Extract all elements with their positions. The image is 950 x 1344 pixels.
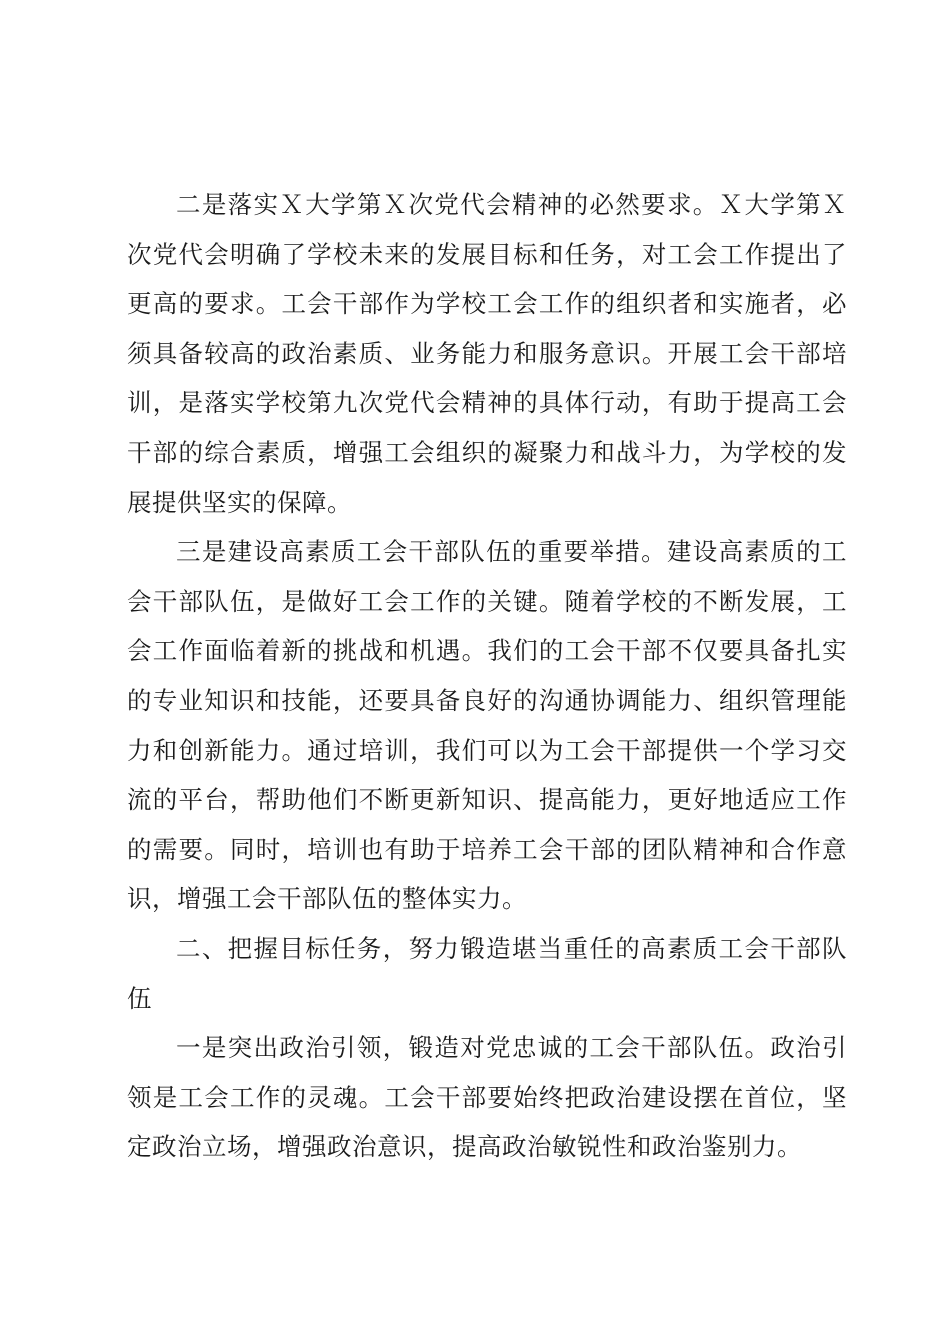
paragraph-first-point: 一是突出政治引领，锻造对党忠诚的工会干部队伍。政治引领是工会工作的灵魂。工会干部要始终把政治建设摆在首位，坚定政治立场，增强政治意识，提高政治敏锐性和政治鉴别力。 xyxy=(127,1033,847,1162)
document-body xyxy=(127,180,847,1172)
section-heading-two: 二、把握目标任务，努力锻造堪当重任的高素质工会干部队伍 xyxy=(127,933,847,1013)
paragraph-second-point: 二是落实Ｘ大学第Ｘ次党代会精神的必然要求。Ｘ大学第Ｘ次党代会明确了学校未来的发展目标和任务，对工会工作提出了更高的要求。工会干部作为学校工会工作的组织者和实施者，必须具备较高的政治素质、业务能力和服务意识。开展工会干部培训，是落实学校第九次党代会精神的具体行动，有助于提高工会干部的综合素质，增强工会组织的凝聚力和战斗力，为学校的发展提供坚实的保障。 xyxy=(127,190,847,517)
paragraph-third-point: 三是建设高素质工会干部队伍的重要举措。建设高素质的工会干部队伍，是做好工会工作的关键。随着学校的不断发展，工会工作面临着新的挑战和机遇。我们的工会干部不仅要具备扎实的专业知识和技能，还要具备良好的沟通协调能力、组织管理能力和创新能力。通过培训，我们可以为工会干部提供一个学习交流的平台，帮助他们不断更新知识、提高能力，更好地适应工作的需要。同时，培训也有助于培养工会干部的团队精神和合作意识，增强工会干部队伍的整体实力。 xyxy=(127,537,847,914)
